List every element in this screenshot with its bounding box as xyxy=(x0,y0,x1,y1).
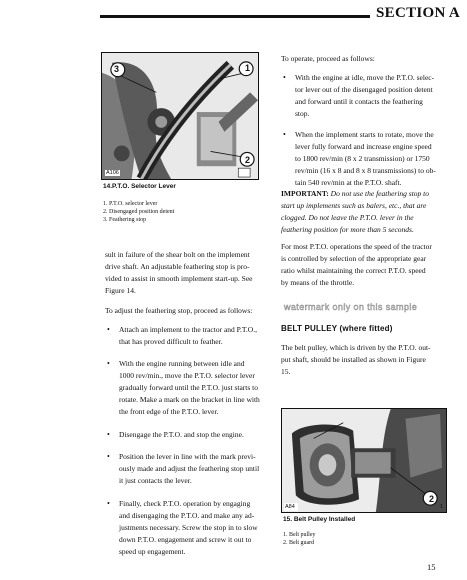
figure-15-legend xyxy=(283,531,443,547)
figure-15-corner-mark: 1 xyxy=(440,504,444,510)
figure-14-callout-2: 2 xyxy=(245,155,251,165)
shear-bolt-paragraph: sult in failure of the shear bolt on the implement drive shaft. An adjustable feathering stop is pro- vided to assist in smooth implement start-up. See Figure 14. xyxy=(105,250,253,295)
legend-item: 2. Belt guard xyxy=(283,540,315,546)
page-number: 15 xyxy=(427,562,436,572)
figure-15-illustration xyxy=(281,408,447,513)
list-item: • With the engine at idle, move the P.T.O. selec- tor lever out of the disengaged position detent and forward until it contacts the feathering stop. xyxy=(281,72,446,120)
figure-14-image-label: A106 xyxy=(106,170,119,176)
figure-15-image-label: A84 xyxy=(285,504,295,510)
adjust-intro: To adjust the feathering stop, proceed as follows: xyxy=(105,306,253,315)
belt-pulley-paragraph: The belt pulley, which is driven by the P.T.O. out- put shaft, should be installed as shown in Figure 15. xyxy=(281,343,431,376)
watermark: watermark only on this sample xyxy=(284,302,418,312)
operate-intro: To operate, proceed as follows: xyxy=(281,54,375,63)
legend-item: 1. Belt pulley xyxy=(283,532,316,538)
header-rule xyxy=(100,15,370,18)
list-item: • Disengage the P.T.O. and stop the engine. xyxy=(105,429,263,441)
legend-item: 2. Disengaged position detent xyxy=(103,209,175,215)
important-note: IMPORTANT: Do not use the feathering stop to start up implements such as balers, etc., that are clogged. Do not leave the P.T.O. lever in the feathering position for more than 5 seconds. xyxy=(281,189,429,234)
figure-14-legend xyxy=(103,200,259,224)
figure-14-caption-block xyxy=(103,183,259,224)
adjust-steps-list xyxy=(105,324,263,567)
legend-item: 1. P.T.O. selector lever xyxy=(103,201,158,207)
section-title: SECTION A xyxy=(376,5,460,21)
figure-15-caption-block xyxy=(283,516,443,547)
figure-14-callout-1: 1 xyxy=(245,63,251,73)
list-item: • With the engine running between idle and 1000 rev/min., move the P.T.O. selector lever gradually forward until the P.T.O. just starts to rotate. Make a mark on the bracket in line with the front edge of the P.T.O. lever. xyxy=(105,358,263,418)
figure-14-caption: 14.P.T.O. Selector Lever xyxy=(103,183,176,190)
list-item: • Attach an implement to the tractor and P.T.O., that has proved difficult to feather. xyxy=(105,324,263,348)
list-item: • Position the lever in line with the mark previ- ously made and adjust the feathering stop until it just contacts the lever. xyxy=(105,451,263,487)
figure-15-caption: 15. Belt Pulley Installed xyxy=(283,516,356,523)
list-item: • When the implement starts to rotate, move the lever fully forward and increase engine speed to 1800 rev/min (8 x 2 transmission) or 1750 rev/min (16 x 8 and 8 x 8 transmissions) to ob- tain 540 rev/min at the P.T.O. shaft. xyxy=(281,129,446,189)
belt-pulley-heading: BELT PULLEY (where fitted) xyxy=(281,324,393,333)
list-item: • Finally, check P.T.O. operation by engaging and disengaging the P.T.O. and make any ad- justments necessary. Screw the stop in to slow down P.T.O. engagement and screw it out to speed up engagement. xyxy=(105,498,263,558)
figure-14-illustration xyxy=(101,52,259,180)
important-label: IMPORTANT: xyxy=(281,189,329,198)
legend-item: 3. Feathering stop xyxy=(103,217,147,223)
throttle-paragraph: For most P.T.O. operations the speed of the tractor is controlled by selection of the appropriate gear ratio whilst maintaining the correct P.T.O. speed by means of the throttle. xyxy=(281,242,432,287)
figure-15-callout-2: 2 xyxy=(429,494,435,504)
operate-steps-list xyxy=(281,72,446,198)
figure-14-callout-3: 3 xyxy=(114,64,120,74)
